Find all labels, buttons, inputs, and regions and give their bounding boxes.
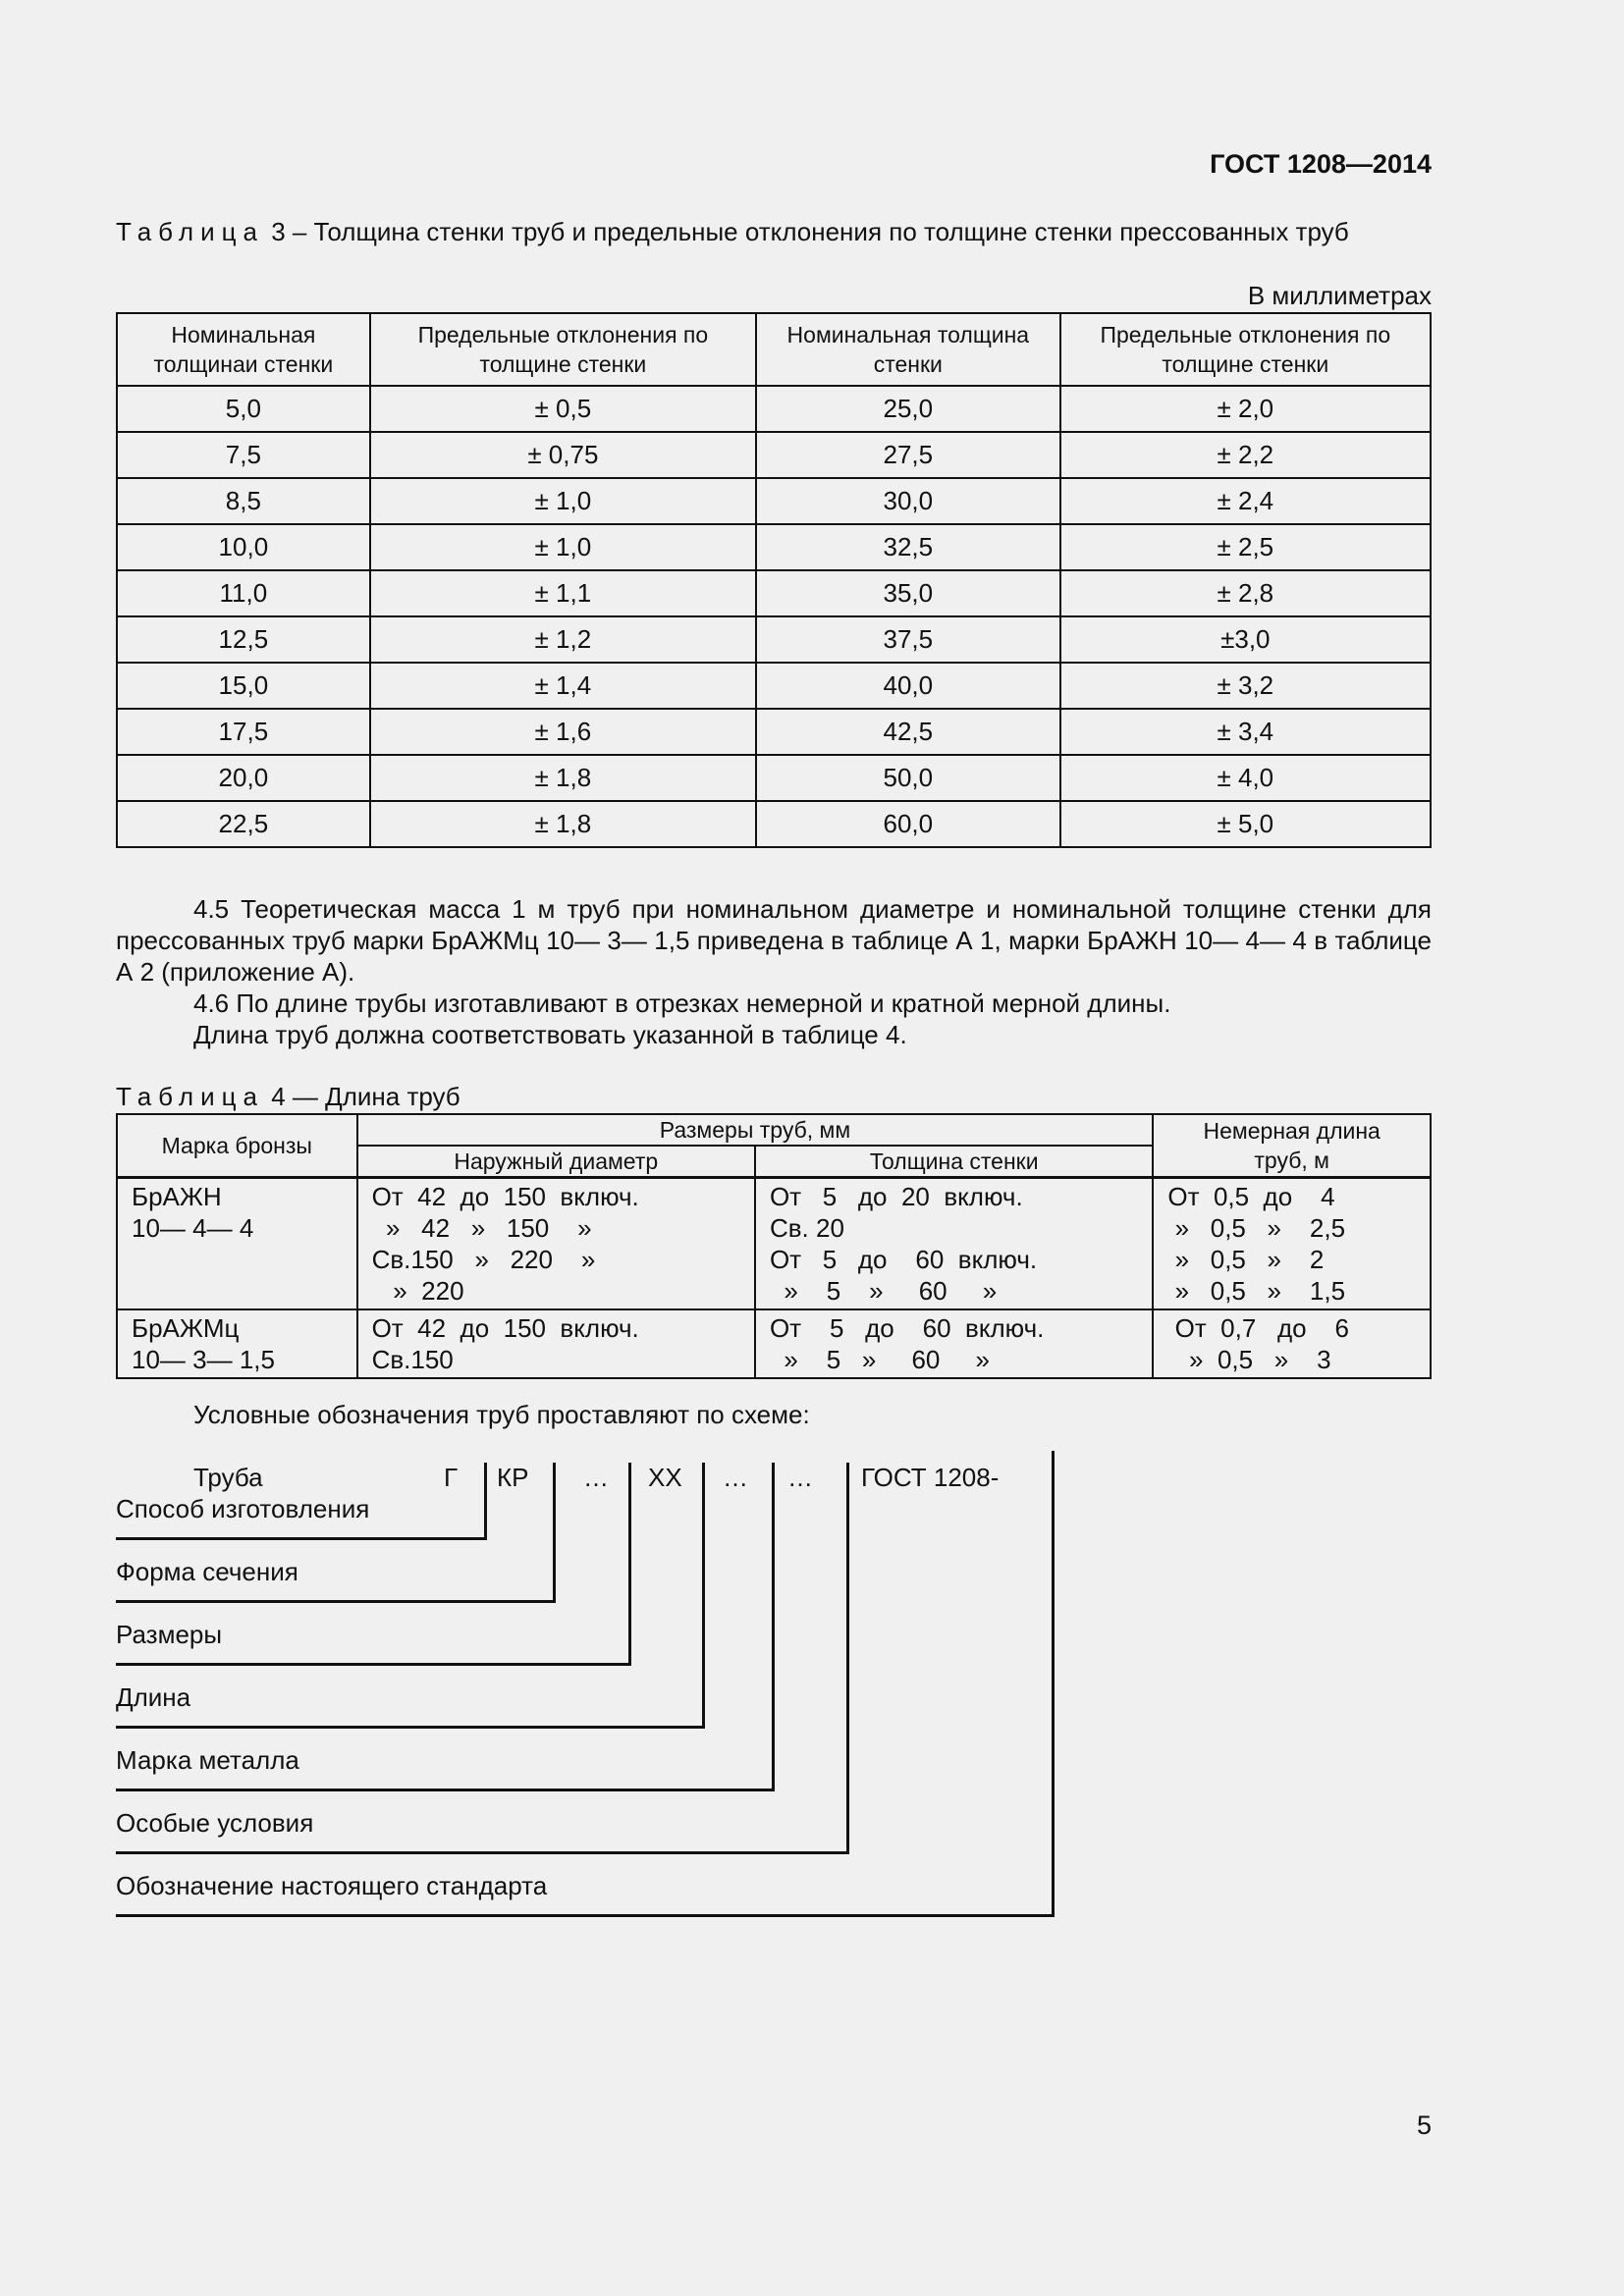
- table-row: [117, 801, 1431, 847]
- table-cell: 8,5: [117, 478, 370, 524]
- table4-header-sizes: Размеры труб, мм: [357, 1114, 1154, 1146]
- table-cell: 7,5: [117, 432, 370, 478]
- scheme-underline: [116, 1537, 487, 1540]
- table4-header-outer: Наружный диаметр: [357, 1146, 755, 1178]
- table-cell: 37,5: [756, 616, 1060, 663]
- table-row: [117, 663, 1431, 709]
- table-cell: ± 0,75: [370, 432, 756, 478]
- table-cell: ± 4,0: [1060, 755, 1431, 801]
- table3-header: Предельные отклонения по толщине стенки: [370, 313, 756, 386]
- table-cell: 30,0: [756, 478, 1060, 524]
- table4-header-length: Немерная длина труб, м: [1153, 1114, 1431, 1178]
- table3-units: В миллиметрах: [1247, 281, 1432, 310]
- table-row: [117, 1178, 1431, 1310]
- table-cell: ± 0,5: [370, 386, 756, 432]
- table3-header: Номинальная толщина стенки: [756, 313, 1060, 386]
- table-row: [117, 1309, 1431, 1378]
- scheme-label: Марка металла: [116, 1745, 299, 1775]
- table3-header-row: [117, 313, 1431, 386]
- caption-label: Таблица: [116, 217, 264, 246]
- table3-header: Номинальная толщинаи стенки: [117, 313, 370, 386]
- scheme-leader: [702, 1463, 705, 1728]
- scheme-head-code: ХХ: [648, 1463, 682, 1492]
- scheme-underline: [116, 1851, 849, 1854]
- wall-thickness-cell: От 5 до 60 включ. » 5 » 60 »: [755, 1309, 1153, 1378]
- paragraph-4-6: 4.6 По длине трубы изготавливают в отрезках немерной и кратной мерной длины.: [193, 988, 1171, 1018]
- table-cell: 25,0: [756, 386, 1060, 432]
- table-row: [117, 478, 1431, 524]
- table-cell: 15,0: [117, 663, 370, 709]
- table-cell: ± 1,2: [370, 616, 756, 663]
- table-row: [117, 432, 1431, 478]
- table3-body: [117, 386, 1431, 847]
- table4-header-brand: Марка бронзы: [117, 1114, 357, 1178]
- table-cell: 22,5: [117, 801, 370, 847]
- scheme-label: Обозначение настоящего стандарта: [116, 1871, 548, 1900]
- table-cell: 42,5: [756, 709, 1060, 755]
- table-cell: ± 2,2: [1060, 432, 1431, 478]
- table-cell: ± 1,0: [370, 478, 756, 524]
- table-cell: 50,0: [756, 755, 1060, 801]
- table-row: [117, 616, 1431, 663]
- scheme-leader: [846, 1463, 849, 1853]
- table-cell: ± 3,2: [1060, 663, 1431, 709]
- table-cell: ± 2,5: [1060, 524, 1431, 570]
- table-cell: 11,0: [117, 570, 370, 616]
- table-cell: 5,0: [117, 386, 370, 432]
- scheme-head-code: …: [723, 1463, 748, 1492]
- table-cell: 17,5: [117, 709, 370, 755]
- paragraph-4-5: 4.5 Теоретическая масса 1 м труб при номинальном диаметре и номинальной толщине стенки для прессованных труб марки БрАЖМц 10— 3— 1,5 приведена в таблице А 1, марки БрАЖН 10— 4— 4 в таблице А 2 (приложение А).: [116, 894, 1432, 987]
- table-cell: 32,5: [756, 524, 1060, 570]
- table4-header-wall: Толщина стенки: [755, 1146, 1153, 1178]
- table-cell: ±3,0: [1060, 616, 1431, 663]
- scheme-label: Способ изготовления: [116, 1494, 370, 1523]
- scheme-underline: [116, 1914, 1055, 1917]
- scheme-head-pipe: Труба: [193, 1463, 263, 1492]
- table-row: [117, 524, 1431, 570]
- table-cell: 35,0: [756, 570, 1060, 616]
- table-cell: ± 2,0: [1060, 386, 1431, 432]
- table-cell: ± 1,1: [370, 570, 756, 616]
- length-cell: От 0,5 до 4 » 0,5 » 2,5 » 0,5 » 2 » 0,5 » 1,5: [1153, 1178, 1431, 1310]
- scheme-underline: [116, 1789, 775, 1791]
- table-row: [117, 570, 1431, 616]
- brand-cell: БрАЖМц 10— 3— 1,5: [117, 1309, 357, 1378]
- scheme-head-code: …: [787, 1463, 813, 1492]
- scheme-underline: [116, 1726, 705, 1729]
- table-cell: ± 2,4: [1060, 478, 1431, 524]
- table-cell: ± 1,0: [370, 524, 756, 570]
- scheme-title: Условные обозначения труб проставляют по схеме:: [193, 1400, 810, 1429]
- page-number: 5: [1416, 2110, 1432, 2140]
- wall-thickness-cell: От 5 до 20 включ. Св. 20 От 5 до 60 включ. » 5 » 60 »: [755, 1178, 1153, 1310]
- table3-header: Предельные отклонения по толщине стенки: [1060, 313, 1431, 386]
- table-row: [117, 386, 1431, 432]
- caption-text: 3 – Толщина стенки труб и предельные отклонения по толщине стенки прессованных труб: [271, 217, 1349, 246]
- scheme-head-standard: ГОСТ 1208-: [861, 1463, 1000, 1492]
- scheme-leader: [484, 1463, 487, 1539]
- table-cell: ± 5,0: [1060, 801, 1431, 847]
- brand-cell: БрАЖН 10— 4— 4: [117, 1178, 357, 1310]
- table-cell: 10,0: [117, 524, 370, 570]
- standard-header: ГОСТ 1208—2014: [1210, 149, 1432, 179]
- scheme-head-code: КР: [497, 1463, 529, 1492]
- scheme-label: Особые условия: [116, 1808, 314, 1838]
- table-cell: 60,0: [756, 801, 1060, 847]
- scheme-label: Размеры: [116, 1620, 223, 1649]
- table-cell: ± 1,8: [370, 801, 756, 847]
- scheme-leader: [772, 1463, 775, 1790]
- outer-diameter-cell: От 42 до 150 включ. » 42 » 150 » Св.150 » 220 » » 220: [357, 1178, 755, 1310]
- table4-header-row: [117, 1114, 1431, 1146]
- outer-diameter-cell: От 42 до 150 включ. Св.150: [357, 1309, 755, 1378]
- table-row: [117, 709, 1431, 755]
- table-cell: ± 1,8: [370, 755, 756, 801]
- scheme-leader: [628, 1463, 631, 1665]
- table-cell: ± 1,4: [370, 663, 756, 709]
- table-cell: 20,0: [117, 755, 370, 801]
- scheme-underline: [116, 1600, 556, 1603]
- table-cell: ± 3,4: [1060, 709, 1431, 755]
- table4-caption: [116, 1082, 460, 1112]
- caption-text: 4 — Длина труб: [271, 1082, 460, 1111]
- table-cell: 27,5: [756, 432, 1060, 478]
- paragraph-4-6-length: Длина труб должна соответствовать указанной в таблице 4.: [193, 1020, 907, 1049]
- caption-label: Таблица: [116, 1082, 264, 1111]
- scheme-head-code: …: [583, 1463, 609, 1492]
- table-cell: ± 1,6: [370, 709, 756, 755]
- table-row: [117, 755, 1431, 801]
- table4: [116, 1113, 1432, 1379]
- table3-caption: [116, 216, 1432, 248]
- scheme-leader: [1052, 1451, 1055, 1916]
- table-cell: 40,0: [756, 663, 1060, 709]
- scheme-underline: [116, 1663, 631, 1666]
- table-cell: ± 2,8: [1060, 570, 1431, 616]
- table-cell: 12,5: [117, 616, 370, 663]
- scheme-label: Длина: [116, 1682, 191, 1712]
- scheme-leader: [553, 1463, 556, 1602]
- scheme-label: Форма сечения: [116, 1557, 298, 1586]
- length-cell: От 0,7 до 6 » 0,5 » 3: [1153, 1309, 1431, 1378]
- table3: [116, 312, 1432, 848]
- scheme-head-code: Г: [444, 1463, 459, 1492]
